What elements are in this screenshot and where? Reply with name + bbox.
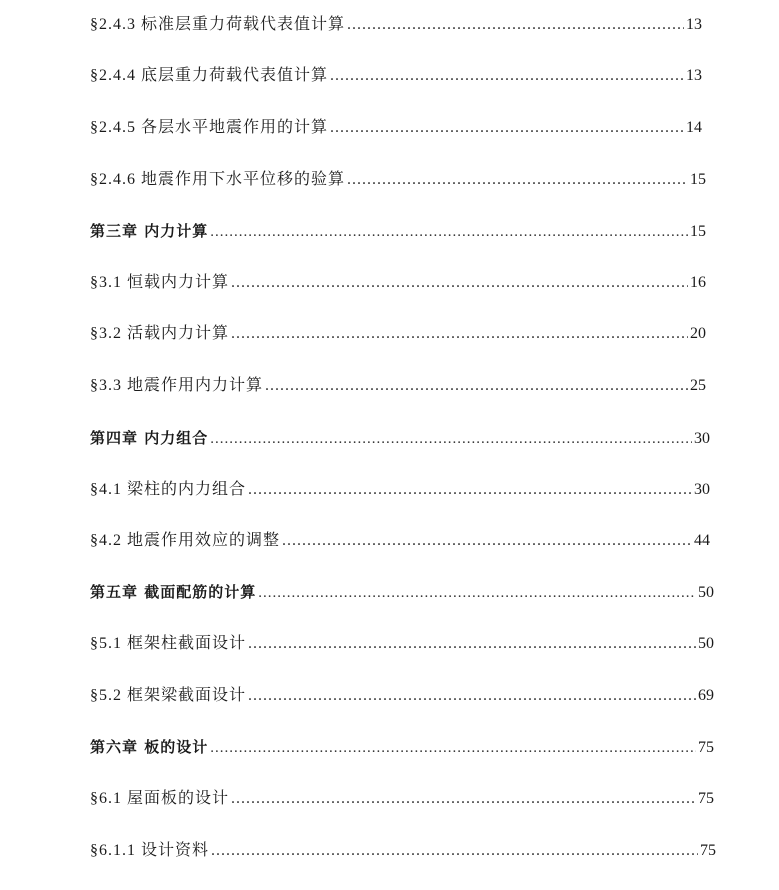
- toc-entry-page: 13: [686, 16, 702, 33]
- toc-dot-leader: [330, 63, 684, 89]
- toc-dot-leader: [282, 528, 692, 554]
- toc-entry-page: 75: [698, 790, 714, 807]
- toc-dot-leader: [248, 631, 696, 657]
- toc-entry-title: §4.1 梁柱的内力组合: [90, 481, 247, 498]
- toc-entry-title: §2.4.6 地震作用下水平位移的验算: [90, 171, 346, 188]
- toc-entry-page: 75: [698, 739, 714, 756]
- toc-dot-leader: [347, 167, 688, 193]
- toc-entry-3-1: [90, 270, 706, 296]
- toc-dot-leader: [248, 477, 692, 503]
- toc-entry-page: 44: [694, 532, 710, 549]
- toc-chapter-title: 第三章 内力计算: [90, 222, 209, 240]
- toc-entry-2-4-4: [90, 63, 702, 89]
- toc-entry-chapter-4: [90, 425, 710, 451]
- toc-dot-leader: [265, 373, 688, 399]
- toc-entry-title: §2.4.4 底层重力荷载代表值计算: [90, 67, 329, 84]
- toc-entry-4-1: [90, 477, 710, 503]
- toc-entry-title: §3.1 恒载内力计算: [90, 274, 230, 291]
- toc-entry-page: 15: [690, 171, 706, 188]
- toc-chapter-title: 第五章 截面配筋的计算: [90, 583, 257, 601]
- toc-entry-page: 50: [698, 584, 714, 601]
- toc-entry-2-4-5: [90, 115, 702, 141]
- toc-dot-leader: [231, 786, 696, 812]
- toc-entry-title: §5.1 框架柱截面设计: [90, 635, 247, 652]
- toc-entry-page: 20: [690, 325, 706, 342]
- toc-entry-3-3: [90, 373, 706, 399]
- toc-entry-page: 50: [698, 635, 714, 652]
- toc-dot-leader: [258, 580, 696, 606]
- toc-entry-page: 15: [690, 223, 706, 240]
- toc-entry-5-2: [90, 683, 714, 709]
- toc-entry-6-1-1: [90, 838, 716, 864]
- toc-entry-2-4-6: [90, 167, 706, 193]
- toc-chapter-title: 第六章 板的设计: [90, 738, 209, 756]
- toc-entry-title: §6.1.1 设计资料: [90, 842, 210, 859]
- toc-entry-5-1: [90, 631, 714, 657]
- toc-entry-page: 14: [686, 119, 702, 136]
- toc-entry-page: 13: [686, 67, 702, 84]
- toc-dot-leader: [211, 838, 698, 864]
- toc-entry-chapter-5: [90, 579, 714, 605]
- toc-entry-2-4-3: [90, 12, 702, 38]
- toc-entry-title: §2.4.3 标准层重力荷载代表值计算: [90, 16, 346, 33]
- toc-dot-leader: [210, 219, 688, 245]
- toc-entry-title: §6.1 屋面板的设计: [90, 790, 230, 807]
- toc-entry-page: 30: [694, 481, 710, 498]
- toc-dot-leader: [231, 270, 688, 296]
- toc-entry-title: §2.4.5 各层水平地震作用的计算: [90, 119, 329, 136]
- toc-entry-page: 30: [694, 430, 710, 447]
- toc-entry-page: 69: [698, 687, 714, 704]
- toc-entry-title: §3.3 地震作用内力计算: [90, 377, 264, 394]
- toc-entry-4-2: [90, 528, 710, 554]
- toc-chapter-title: 第四章 内力组合: [90, 429, 209, 447]
- toc-dot-leader: [248, 683, 696, 709]
- toc-dot-leader: [347, 12, 684, 38]
- toc-entry-chapter-3: [90, 218, 706, 244]
- toc-entry-title: §5.2 框架梁截面设计: [90, 687, 247, 704]
- toc-entry-3-2: [90, 321, 706, 347]
- toc-entry-6-1: [90, 786, 714, 812]
- toc-dot-leader: [210, 735, 696, 761]
- toc-entry-title: §4.2 地震作用效应的调整: [90, 532, 281, 549]
- toc-entry-chapter-6: [90, 734, 714, 760]
- toc-entry-page: 25: [690, 377, 706, 394]
- toc-dot-leader: [231, 321, 688, 347]
- toc-entry-page: 16: [690, 274, 706, 291]
- toc-entry-title: §3.2 活载内力计算: [90, 325, 230, 342]
- toc-dot-leader: [210, 426, 692, 452]
- toc-entry-page: 75: [700, 842, 716, 859]
- toc-dot-leader: [330, 115, 684, 141]
